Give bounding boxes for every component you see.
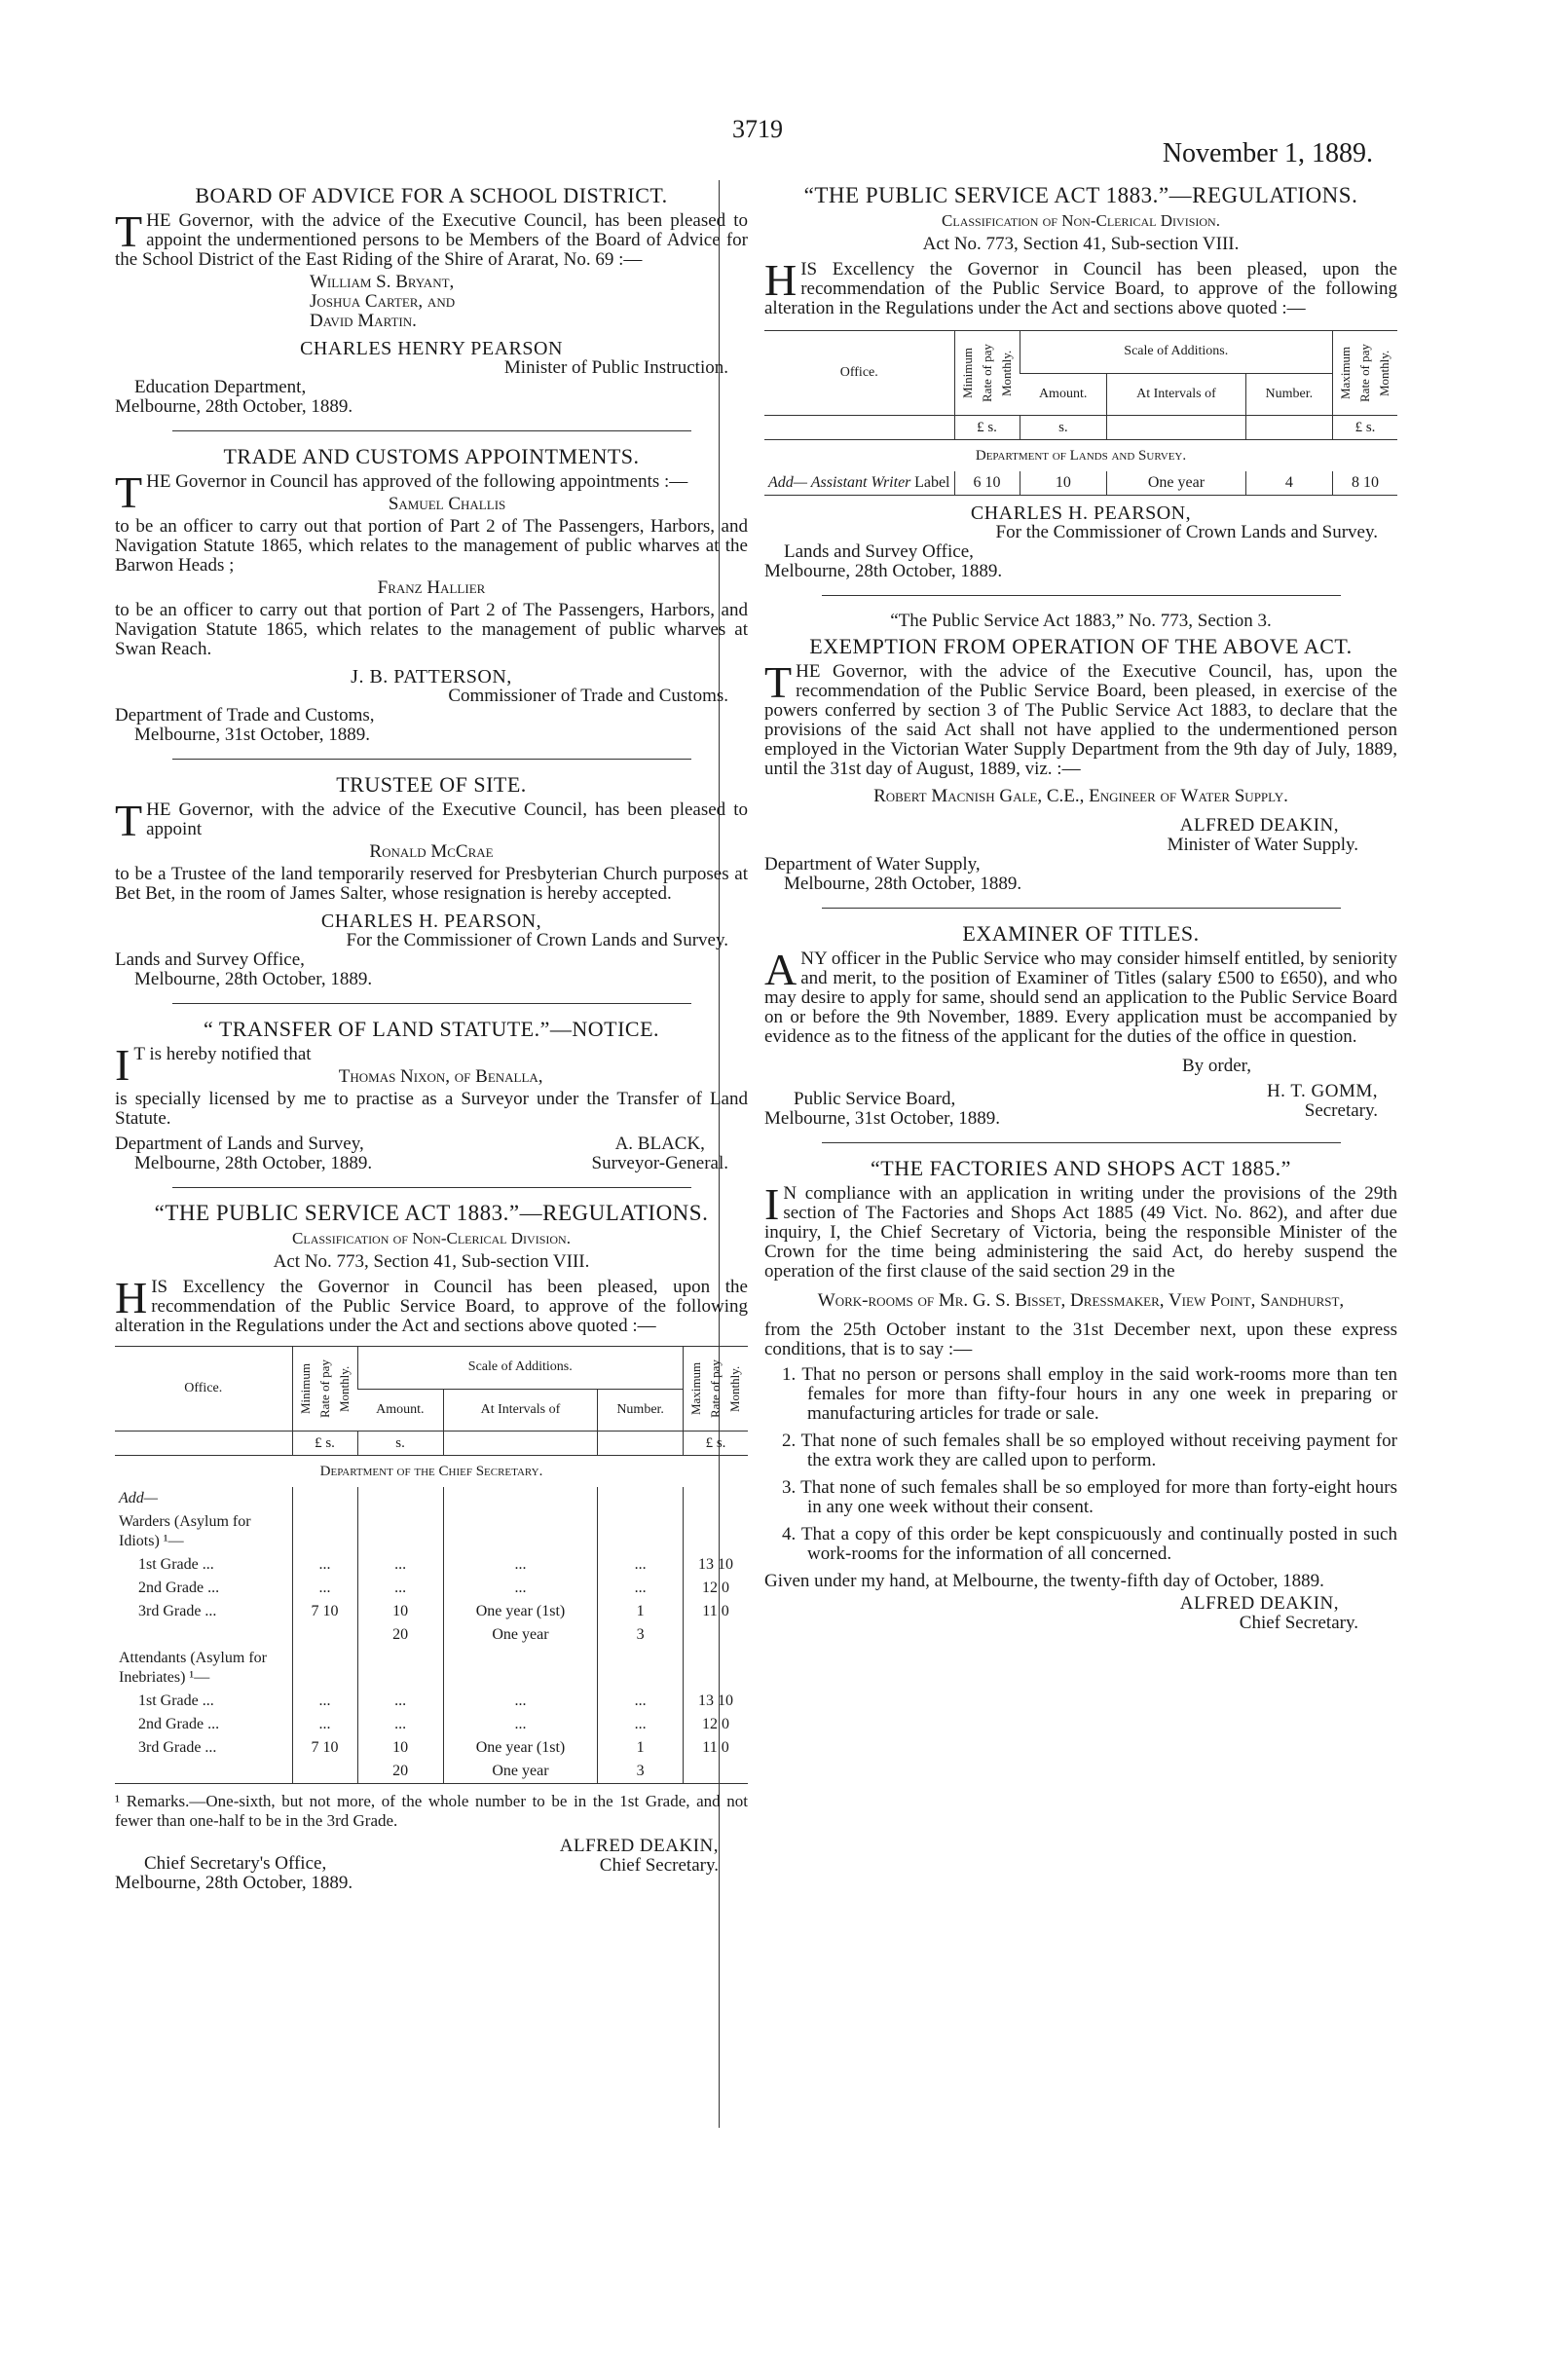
trustee-notice	[115, 772, 748, 989]
notice-title: “THE FACTORIES AND SHOPS ACT 1885.”	[871, 1156, 1291, 1180]
signatory-title: Minister of Water Supply.	[1167, 835, 1358, 855]
notice-body: N compliance with an application in writing under the provisions of the 29th section of The Factories and Shops Act 1885 (49 Vict. No. 862), and after due inquiry, I, the Chief Secretary of Victoria, being the responsible Minister of the Crown for the time being administering the said Act, do hereby suspend the operation of the first clause of the said section 29 in the	[764, 1183, 1397, 1282]
board-of-advice-notice	[115, 183, 748, 417]
table-row: 3rd Grade ... 7 10 10 One year (1st) 1 11 0	[115, 1600, 748, 1623]
date: Melbourne, 28th October, 1889.	[134, 1153, 373, 1173]
period-text: from the 25th October instant to the 31st December next, upon these express conditions, that is to say :—	[764, 1320, 1397, 1359]
regulations-table	[115, 1346, 748, 1784]
notice-title: TRADE AND CUSTOMS APPOINTMENTS.	[223, 444, 640, 468]
separator	[822, 908, 1341, 909]
drop-cap: I	[764, 1179, 780, 1229]
regulations-table	[764, 330, 1397, 496]
page-date: November 1, 1889.	[1162, 138, 1373, 168]
act-reference: Act No. 773, Section 41, Sub-section VIII.	[922, 234, 1240, 254]
signatory-name: H. T. GOMM,	[1266, 1081, 1378, 1101]
by-order: By order,	[1182, 1056, 1251, 1076]
table-row: Attendants (Asylum for Inebriates) ¹—	[115, 1647, 748, 1690]
appointment-text: to be a Trustee of the land temporarily reserved for Presbyterian Church purposes at Bet Bet, in the room of James Salter, whose resignation is hereby accepted.	[115, 864, 748, 904]
drop-cap: T	[115, 796, 143, 845]
signatory-name: ALFRED DEAKIN,	[1179, 815, 1339, 836]
notice-body: HE Governor, with the advice of the Executive Council, has, upon the recommendation of the Public Service Board, been pleased, in exercise of the powers conferred by section 3 of The Public Service Act 1883, to declare that the provisions of the said Act shall not have applied to the undermentioned person employed in the Victorian Water Supply Department from the 9th day of July, 1889, until the 31st day of August, 1889, viz. :—	[764, 661, 1397, 779]
separator	[172, 1187, 691, 1188]
separator	[822, 595, 1341, 596]
separator	[822, 1142, 1341, 1143]
signatory-title: For the Commissioner of Crown Lands and Survey.	[995, 522, 1378, 542]
transfer-of-land-notice	[115, 1017, 748, 1173]
office-label: Label	[914, 474, 950, 491]
classification: Classification of Non-Clerical Division.	[292, 1229, 571, 1247]
appointment-text: to be an officer to carry out that portion of Part 2 of The Passengers, Harbors, and Navigation Statute 1865, which relates to the management of public wharves at Swan Reach.	[115, 600, 748, 659]
col-intervals: At Intervals of	[1107, 373, 1245, 416]
trade-customs-notice	[115, 444, 748, 745]
place: Department of Water Supply,	[764, 854, 981, 874]
notice-body: HE Governor, with the advice of the Executive Council, has been pleased to appoint	[146, 800, 748, 839]
appointee-name: Franz Hallier	[377, 577, 486, 598]
date: Melbourne, 28th October, 1889.	[134, 969, 373, 989]
workrooms-heading: Work-rooms of Mr. G. S. Bisset, Dressmaker, View Point, Sandhurst,	[817, 1290, 1345, 1311]
signatory-name: ALFRED DEAKIN,	[1179, 1593, 1339, 1614]
notice-title: “THE PUBLIC SERVICE ACT 1883.”—REGULATIONS.	[803, 183, 1358, 207]
signatory-name: CHARLES H. PEARSON,	[320, 911, 542, 932]
exemption-notice	[764, 612, 1397, 894]
separator	[172, 1003, 691, 1004]
col-max-rate: Maximum Rate of pay Monthly.	[688, 1359, 742, 1418]
notice-title: “ TRANSFER OF LAND STATUTE.”—NOTICE.	[203, 1017, 660, 1041]
unit-label: £ s.	[1333, 416, 1398, 440]
signatory-title: For the Commissioner of Crown Lands and Survey.	[346, 930, 728, 950]
place: Chief Secretary's Office,	[144, 1853, 327, 1874]
signatory-name: ALFRED DEAKIN,	[559, 1836, 719, 1856]
signatory-title: Chief Secretary.	[1239, 1613, 1358, 1633]
drop-cap: H	[115, 1273, 148, 1322]
date: Melbourne, 31st October, 1889.	[764, 1108, 1000, 1129]
classification: Classification of Non-Clerical Division.	[942, 211, 1220, 230]
table-row: 3rd Grade ... 7 10 10 One year (1st) 1 11 0	[115, 1736, 748, 1760]
col-amount: Amount.	[357, 1389, 443, 1432]
member-name: William S. Bryant,	[310, 272, 455, 292]
act-reference: “The Public Service Act 1883,” No. 773, Section 3.	[890, 611, 1272, 631]
factories-shops-notice	[764, 1156, 1397, 1633]
remarks-footnote: ¹ Remarks.—One-sixth, but not more, of the whole number to be in the 1st Grade, and not fewer than one-half to be in the 3rd Grade.	[115, 1792, 748, 1830]
signatory-name: CHARLES HENRY PEARSON	[300, 338, 563, 359]
drop-cap: T	[764, 657, 793, 707]
public-service-regulations-notice-right	[764, 183, 1397, 581]
col-office: Office.	[115, 1347, 292, 1432]
signatory-title: Commissioner of Trade and Customs.	[448, 686, 728, 706]
date: Melbourne, 31st October, 1889.	[134, 725, 370, 745]
department-heading: Department of the Chief Secretary.	[319, 1464, 543, 1479]
place: Lands and Survey Office,	[784, 541, 974, 562]
notice-body: T is hereby notified that	[133, 1044, 312, 1064]
act-reference: Act No. 773, Section 41, Sub-section VIII.	[273, 1251, 590, 1272]
left-column	[115, 180, 748, 1907]
table-row: 1st Grade ... ... ... ... ... 13 10	[115, 1553, 748, 1577]
drop-cap: H	[764, 255, 798, 305]
right-column	[764, 180, 1397, 1647]
drop-cap: I	[115, 1040, 130, 1090]
col-intervals: At Intervals of	[443, 1389, 598, 1432]
signatory-title: Surveyor-General.	[591, 1153, 728, 1173]
col-scale: Scale of Additions.	[1020, 331, 1333, 374]
notice-title: “THE PUBLIC SERVICE ACT 1883.”—REGULATIONS.	[154, 1201, 709, 1225]
list-item: 2. That none of such females shall be so employed without receiving payment for the extra work they are called upon to perform.	[782, 1431, 1397, 1470]
signatory-title: Chief Secretary.	[599, 1855, 719, 1876]
place: Department of Trade and Customs,	[115, 705, 375, 725]
separator	[172, 759, 691, 760]
list-item: 4. That a copy of this order be kept conspicuously and continually posted in such work-rooms for the information of all concerned.	[782, 1524, 1397, 1564]
signatory-name: A. BLACK,	[614, 1134, 705, 1154]
notice-body: HE Governor in Council has approved of the following appointments :—	[146, 471, 688, 492]
notice-title: TRUSTEE OF SITE.	[336, 772, 527, 797]
date: Melbourne, 28th October, 1889.	[115, 396, 353, 417]
appointee-name: Ronald McCrae	[369, 841, 494, 862]
licensee-name: Thomas Nixon, of Benalla,	[338, 1066, 543, 1087]
place: Education Department,	[134, 377, 307, 397]
signatory-title: Minister of Public Instruction.	[503, 357, 728, 378]
notice-body: HE Governor, with the advice of the Executive Council, has been pleased to appoint the undermentioned persons to be Members of the Board of Advice for the School District of the East Riding of the Shire of Ararat, No. 69 :—	[115, 210, 748, 270]
conditions-list	[782, 1365, 1397, 1564]
notice-title: EXAMINER OF TITLES.	[962, 921, 1200, 946]
col-number: Number.	[1245, 373, 1332, 416]
place: Public Service Board,	[794, 1089, 956, 1109]
notice-title: BOARD OF ADVICE FOR A SCHOOL DISTRICT.	[195, 183, 668, 207]
col-min-rate: Minimum Rate of pay Monthly.	[297, 1359, 352, 1418]
drop-cap: T	[115, 467, 143, 517]
notice-body: NY officer in the Public Service who may consider himself entitled, by seniority and merit, to the position of Examiner of Titles (salary £500 to £650), and who may desire to apply for same, should send an application to the Public Service Board on or before the 9th November, 1889. Every application must be accompanied by evidence as to the fitness of the applicant for the duties of the office in question.	[764, 948, 1397, 1047]
unit-label: £ s.	[684, 1432, 749, 1456]
signatory-name: J. B. PATTERSON,	[351, 666, 512, 688]
date: Melbourne, 28th October, 1889.	[115, 1873, 353, 1893]
table-row: 2nd Grade ... ... ... ... ... 12 0	[115, 1713, 748, 1736]
table-row: 2nd Grade ... ... ... ... ... 12 0	[115, 1577, 748, 1600]
col-number: Number.	[598, 1389, 684, 1432]
date: Melbourne, 28th October, 1889.	[784, 874, 1022, 894]
unit-label: £ s.	[954, 416, 1020, 440]
table-row: 1st Grade ... ... ... ... ... 13 10	[115, 1690, 748, 1713]
separator	[172, 430, 691, 431]
office-name: Add— Assistant Writer	[768, 474, 911, 491]
list-item: 1. That no person or persons shall employ in the said work-rooms more than ten females for more than fifty-four hours in any one week in preparing or manufacturing articles for trade or sale.	[782, 1364, 1397, 1424]
exempt-person: Robert Macnish Gale, C.E., Engineer of Water Supply.	[873, 786, 1288, 806]
appointment-text: to be an officer to carry out that portion of Part 2 of The Passengers, Harbors, and Navigation Statute 1865, which relates to the management of public wharves at the Barwon Heads ;	[115, 516, 748, 576]
page-number: 3719	[732, 115, 783, 143]
col-amount: Amount.	[1020, 373, 1107, 416]
place: Lands and Survey Office,	[115, 949, 305, 970]
table-row: Add—	[115, 1487, 748, 1510]
unit-label: s.	[1020, 416, 1107, 440]
place: Department of Lands and Survey,	[115, 1134, 364, 1154]
table-row: 20 One year 3	[115, 1623, 748, 1647]
given-under-hand: Given under my hand, at Melbourne, the twenty-fifth day of October, 1889.	[764, 1571, 1324, 1591]
department-heading: Department of Lands and Survey.	[975, 448, 1187, 464]
public-service-regulations-notice	[115, 1201, 748, 1893]
date: Melbourne, 28th October, 1889.	[764, 561, 1003, 581]
notice-title: EXEMPTION FROM OPERATION OF THE ABOVE ACT.	[809, 634, 1353, 658]
unit-label: s.	[357, 1432, 443, 1456]
col-max-rate: Maximum Rate of pay Monthly.	[1338, 344, 1391, 402]
col-office: Office.	[764, 331, 954, 416]
examiner-of-titles-notice	[764, 921, 1397, 1129]
col-scale: Scale of Additions.	[357, 1347, 684, 1390]
drop-cap: A	[764, 945, 798, 994]
appointee-name: Samuel Challis	[388, 494, 506, 514]
col-min-rate: Minimum Rate of pay Monthly.	[959, 344, 1014, 402]
table-row: 20 One year 3	[115, 1760, 748, 1784]
unit-label: £ s.	[292, 1432, 357, 1456]
table-row: Warders (Asylum for Idiots) ¹—	[115, 1510, 748, 1553]
list-item: 3. That none of such females shall be so employed for more than forty-eight hours in any one week without their consent.	[782, 1477, 1397, 1517]
signatory-name: CHARLES H. PEARSON,	[970, 502, 1192, 524]
notice-body: IS Excellency the Governor in Council has been pleased, upon the recommendation of the Public Service Board, to approve of the following alteration in the Regulations under the Act and sections above quoted :—	[115, 1277, 748, 1336]
drop-cap: T	[115, 206, 143, 256]
member-name: David Martin.	[310, 311, 417, 331]
license-text: is specially licensed by me to practise as a Surveyor under the Transfer of Land Statute.	[115, 1089, 748, 1129]
member-name: Joshua Carter, and	[310, 291, 456, 312]
notice-body: IS Excellency the Governor in Council has been pleased, upon the recommendation of the Public Service Board, to approve of the following alteration in the Regulations under the Act and sections above quoted :—	[764, 259, 1397, 318]
signatory-title: Secretary.	[1304, 1100, 1378, 1121]
table-row: Add— Assistant Writer Label 6 10 10 One year 4 8 10	[764, 471, 1397, 496]
